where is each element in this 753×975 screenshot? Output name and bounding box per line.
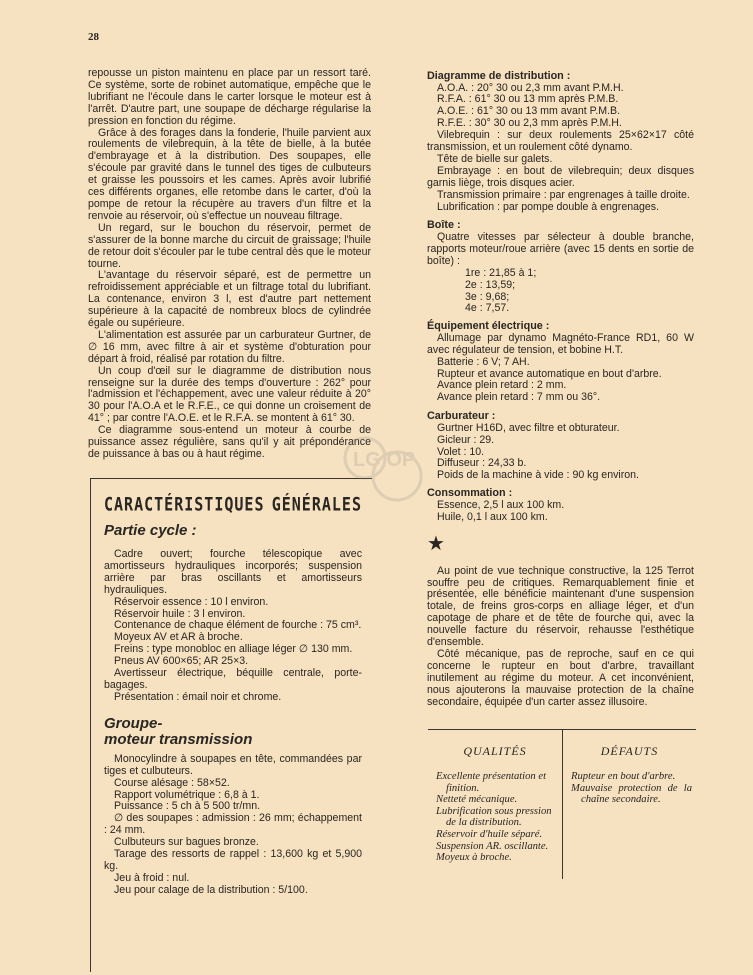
- qualite-item: Suspension AR. oscillante.: [436, 840, 549, 852]
- spec-line: Tarage des ressorts de rappel : 13,600 kg et 5,900 kg.: [104, 848, 362, 872]
- specs-title: [104, 493, 362, 516]
- spec-line: A.O.E. : 61° 30 ou 13 mm avant P.M.B.: [437, 105, 621, 118]
- conclusion-paragraph: Côté mécanique, pas de reproche, sauf en ce qui concerne le rupteur en bout d'arbre, travaillant inutilement au régime du moteur. A cet inconvénient, nous ajouterons la mauvaise protection de la chaîne secondaire, équipée d'un carter assez illusoire.: [427, 647, 694, 708]
- distribution-heading: Diagramme de distribution :: [427, 70, 571, 82]
- spec-line: Avance plein retard : 7 mm ou 36°.: [437, 391, 601, 404]
- spec-line: Freins : type monobloc en alliage léger ∅ 130 mm.: [114, 643, 353, 656]
- spec-line: Huile, 0,1 l aux 100 km.: [437, 510, 548, 523]
- partie-cycle-heading: Partie cycle :: [104, 522, 197, 539]
- spec-line: Gurtner H16D, avec filtre et obturateur.: [437, 421, 620, 434]
- spec-line: Puissance : 5 ch à 5 500 tr/mn.: [114, 800, 261, 813]
- qualite-item: Réservoir d'huile séparé.: [436, 828, 543, 840]
- paragraph: Ce diagramme sous-entend un moteur à courbe de puissance assez régulière, sans qu'il y ait prépondérance de puissance à bas ou à haut régime.: [88, 424, 371, 460]
- gear-ratio: 1re : 21,85 à 1;: [465, 266, 537, 279]
- specs-box: [90, 478, 372, 972]
- watermark-logo: [335, 428, 435, 508]
- spec-line: Allumage par dynamo Magnéto-France RD1, 60 W avec régulateur de tension, et bobine H.T.: [427, 331, 694, 356]
- specs-title-right: GÉNÉRALES: [271, 492, 362, 516]
- gear-ratio: 4e : 7,57.: [465, 302, 510, 315]
- spec-line: Lubrification : par pompe double à engrenages.: [437, 200, 660, 213]
- star-icon: ★: [427, 532, 445, 555]
- spec-line: Diffuseur : 24,33 b.: [437, 457, 527, 470]
- spec-line: Contenance de chaque élément de fourche : 75 cm³.: [114, 619, 362, 632]
- spec-line: Réservoir essence : 10 l environ.: [114, 595, 269, 608]
- qualites-heading: QUALITÉS: [463, 744, 527, 758]
- spec-line: Culbuteurs sur bagues bronze.: [114, 836, 259, 849]
- carburateur-heading: Carburateur :: [427, 410, 496, 423]
- paragraph: L'avantage du réservoir séparé, est de permettre un refroidissement appréciable et un filtrage total du lubrifiant. La contenance, environ 3 l, est d'autre part nettement supérieure à la capacité de nombreux blocs de cylindrée égale ou supérieure.: [88, 269, 371, 330]
- page-number: 28: [88, 31, 99, 43]
- spec-line: R.F.E. : 30° 30 ou 2,3 mm après P.M.H.: [437, 117, 622, 130]
- qualite-item: Lubrification sous pression de la distribution.: [436, 805, 552, 829]
- svg-text:LG OP: LG OP: [353, 449, 416, 471]
- spec-line: Moyeux AV et AR à broche.: [114, 631, 243, 644]
- spec-line: Jeu pour calage de la distribution : 5/100.: [114, 883, 308, 896]
- spec-line: A.O.A. : 20° 30 ou 2,3 mm avant P.M.H.: [437, 81, 624, 94]
- paragraph: Un regard, sur le bouchon du réservoir, permet de s'assurer de la bonne marche du circuit de graissage; l'huile de retour doit s'écouler par le tube central dès que le moteur tourne.: [88, 221, 371, 270]
- spec-line: Monocylindre à soupapes en tête, commandées par tiges et culbuteurs.: [104, 752, 362, 777]
- spec-line: Gicleur : 29.: [437, 433, 495, 446]
- spec-line: Poids de la machine à vide : 90 kg environ.: [437, 469, 639, 482]
- spec-line: Jeu à froid : nul.: [114, 871, 190, 884]
- spec-line: Course alésage : 58×52.: [114, 776, 230, 789]
- paragraph: Grâce à des forages dans la fonderie, l'huile parvient aux roulements de vilebrequin, à la tête de bielle, à la butée d'embrayage et à la distribution. Des soupapes, elle s'écoule par gravité dans le tunnel des tiges de culbuteurs et graisse les poussoirs et les cames. Après avoir lubrifié ces différents organes, elle retombe dans le carter, d'où la pompe de retour la récupère au travers d'un filtre et la renvoie au réservoir, où s'effectue un nouveau filtrage.: [88, 126, 371, 222]
- boite-intro: Quatre vitesses par sélecteur à double branche, rapports moteur/roue arrière (avec 15 dents en sortie de boîte) :: [427, 230, 694, 267]
- paragraph: repousse un piston maintenu en place par un ressort taré. Ce système, sorte de robinet automatique, empêche que le lubrifiant ne l'écoule dans le carter lorsque le moteur est à l'arrêt. D'autre part, une soupape de décharge régularise la pression en fonction du régime.: [88, 67, 371, 127]
- spec-line: Transmission primaire : par engrenages à taille droite.: [437, 188, 690, 201]
- conclusion-paragraph: Au point de vue technique constructive, la 125 Terrot souffre peu de critiques. Remarquablement finie et présentée, elle bénéficie maintenant d'une suspension totale, de freins gros-corps en alliage léger, et d'un capotage de phare et de tête de fourche qui, avec la nouvelle facture du réservoir, rehausse l'esthétique d'ensemble.: [427, 564, 694, 649]
- defauts-heading: DÉFAUTS: [600, 744, 659, 758]
- groupe-heading-line2: moteur transmission: [104, 730, 253, 748]
- boite-heading: Boîte :: [427, 219, 461, 232]
- spec-line: Cadre ouvert; fourche télescopique avec amortisseurs hydrauliques incorporés; suspension arrière par bras oscillants et amortisseurs hydrauliques.: [104, 548, 362, 596]
- right-column: [427, 70, 694, 708]
- spec-line: R.F.A. : 61° 30 ou 13 mm après P.M.B.: [437, 93, 619, 106]
- spec-line: Avance plein retard : 2 mm.: [437, 379, 567, 392]
- spec-line: Embrayage : en bout de vilebrequin; deux disques garnis liège, trois disques acier.: [427, 164, 694, 189]
- spec-line: Vilebrequin : sur deux roulements 25×62×17 côté transmission, et un roulement côté dynamo.: [427, 129, 694, 154]
- electrique-heading: Équipement électrique :: [427, 320, 550, 333]
- defauts-column: [562, 730, 696, 879]
- spec-line: Pneus AV 600×65; AR 25×3.: [114, 655, 249, 668]
- defaut-item: Mauvaise protection de la chaîne secondaire.: [571, 782, 692, 806]
- spec-line: Volet : 10.: [437, 445, 485, 458]
- paragraph: Un coup d'œil sur le diagramme de distribution nous renseigne sur la durée des temps d'ouverture : 262° pour l'admission et l'échappement, avec une valeur réduite à 20° 30 pour l'A.O.A et le R.F.E., ce qui donne un croisement de 41° ; par contre l'A.O.E. et le R.F.A. se montent à 61° 30.: [88, 364, 371, 425]
- spec-line: Avertisseur électrique, béquille centrale, porte-bagages.: [104, 667, 362, 691]
- qualite-item: Excellente présentation et finition.: [436, 771, 547, 794]
- consommation-heading: Consommation :: [427, 487, 513, 500]
- groupe-heading: [104, 716, 362, 748]
- qualites-defauts-box: [428, 729, 696, 879]
- groupe-heading-line1: Groupe-: [104, 714, 163, 732]
- spec-line: Présentation : émail noir et chrome.: [114, 690, 282, 703]
- spec-line: Rupteur et avance automatique en bout d'arbre.: [437, 367, 662, 380]
- specs-title-left: CARACTÉRISTIQUES: [104, 492, 265, 516]
- defaut-item: Rupteur en bout d'arbre.: [571, 771, 676, 782]
- spec-line: Rapport volumétrique : 6,8 à 1.: [114, 788, 260, 801]
- qualite-item: Netteté mécanique.: [436, 794, 518, 806]
- qualites-column: [428, 730, 562, 879]
- left-column: [88, 68, 371, 461]
- spec-line: Essence, 2,5 l aux 100 km.: [437, 498, 565, 511]
- qualite-item: Moyeux à broche.: [436, 852, 512, 864]
- spec-line: ∅ des soupapes : admission : 26 mm; échappement : 24 mm.: [104, 812, 362, 837]
- gear-ratio: 3e : 9,68;: [465, 290, 510, 303]
- spec-line: Tête de bielle sur galets.: [437, 152, 553, 165]
- gear-ratio: 2e : 13,59;: [465, 278, 516, 291]
- paragraph: L'alimentation est assurée par un carburateur Gurtner, de ∅ 16 mm, avec filtre à air et système d'obturation pour départ à froid, réalisé par rotation du filtre.: [88, 328, 371, 365]
- spec-line: Batterie : 6 V; 7 AH.: [437, 355, 530, 368]
- spec-line: Réservoir huile : 3 l environ.: [114, 607, 246, 620]
